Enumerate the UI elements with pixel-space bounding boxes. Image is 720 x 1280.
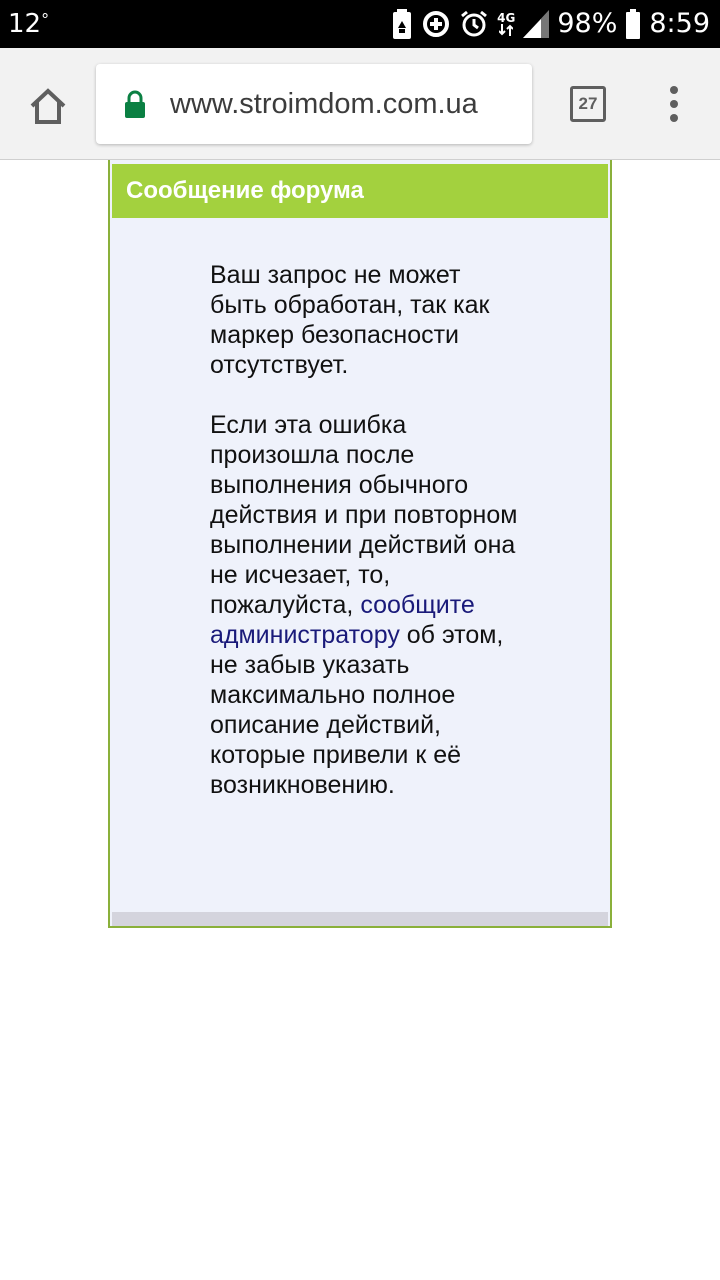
battery-percent: 98% — [557, 8, 618, 39]
url-text[interactable]: www.stroimdom.com.ua — [170, 88, 478, 120]
menu-dot-icon — [670, 86, 678, 94]
address-bar[interactable] — [96, 64, 532, 144]
battery-icon — [625, 9, 641, 39]
signal-strength-icon — [523, 10, 549, 38]
alarm-icon — [459, 9, 489, 39]
menu-dot-icon — [670, 100, 678, 108]
network-type-label: 4G — [497, 11, 516, 25]
forum-message-footer — [112, 912, 608, 926]
lock-icon — [124, 90, 146, 118]
overflow-menu-button[interactable] — [660, 82, 688, 126]
contact-admin-link[interactable]: сообщите администратору — [210, 591, 475, 649]
weather-temperature — [8, 8, 49, 40]
menu-dot-icon — [670, 114, 678, 122]
message-paragraph — [210, 410, 520, 800]
tab-count: 27 — [578, 94, 598, 113]
status-icons — [391, 6, 710, 42]
browser-toolbar — [0, 48, 720, 160]
forum-message-body — [210, 260, 520, 830]
status-bar — [0, 0, 720, 48]
clock: 8:59 — [649, 8, 710, 39]
recycle-battery-icon — [391, 9, 413, 39]
degree-symbol: ° — [41, 10, 50, 29]
home-button[interactable] — [20, 78, 76, 134]
forum-message-box — [108, 160, 612, 928]
message-paragraph: Ваш запрос не может быть обработан, так как маркер безопасности отсутствует. — [210, 261, 490, 379]
message-text: Если эта ошибка произошла после выполнения обычного действия и при повторном выполнении действий она не исчезает, то, пожалуйста, — [210, 411, 518, 619]
home-icon — [28, 87, 68, 125]
message-text: об этом, не забыв указать максимально полное описание действий, которые привели к её возникновению. — [210, 621, 504, 799]
data-saver-icon — [421, 9, 451, 39]
forum-message-header: Сообщение форума — [112, 164, 608, 218]
network-type-icon — [497, 12, 515, 36]
tab-switcher-button[interactable] — [570, 86, 606, 122]
temperature-value: 12 — [8, 9, 42, 39]
